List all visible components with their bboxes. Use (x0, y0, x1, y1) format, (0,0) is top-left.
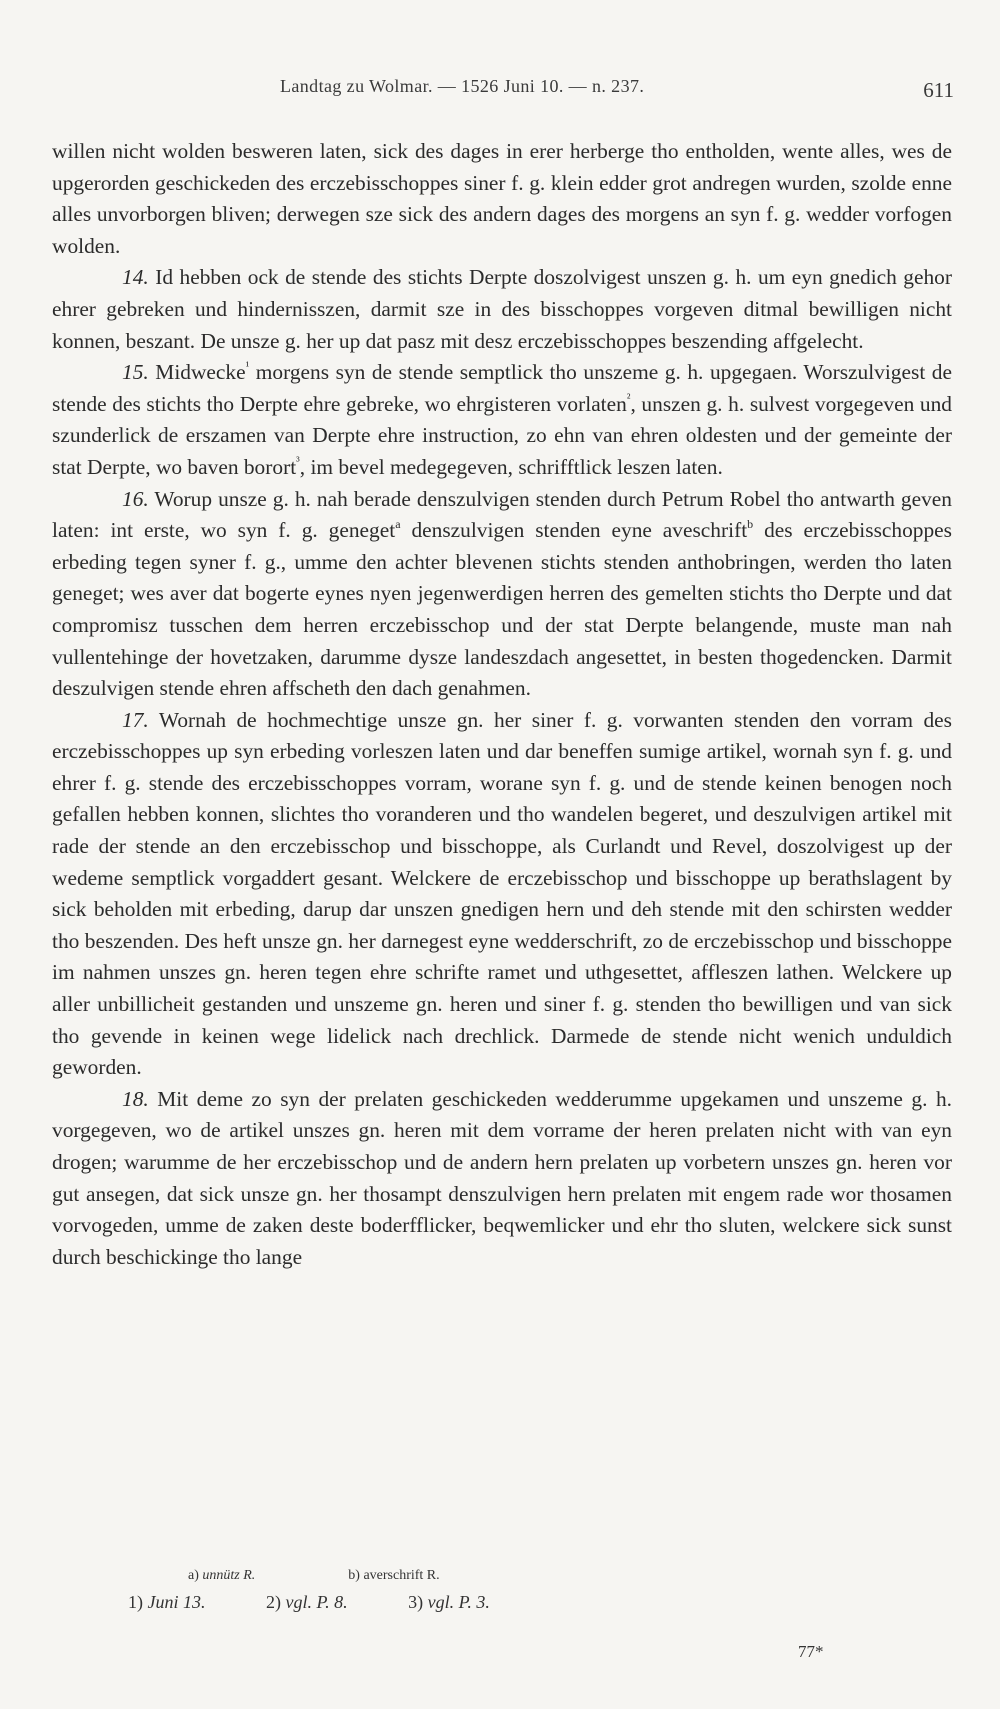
sheet-signature: 77* (798, 1642, 824, 1661)
numbered-footnotes (128, 1592, 546, 1613)
page-number: 611 (923, 78, 954, 102)
letter-footnotes (188, 1568, 440, 1584)
footnote-marker: ¹ (245, 359, 250, 374)
paragraph-text: des erczebisschoppes erbeding tegen syner f. g., umme den achter blevenen stichts stenden anthobringen, werden tho laten geneget; wes aver dat bogerte eynes nyen jegenwerdigen herren des gemelten stichts tho Derpte und dat compromisz tusschen dem herren erczebisschop und der stat Derpte belangende, muste man nah vullentehinge der hovetzaken, darumme dysze landeszdach angesettet, in besten thogedencken. Darmit deszulvigen stende ehren affscheth den dach genahmen. (52, 518, 952, 701)
footnote-1-text: Juni 13. (147, 1592, 206, 1612)
footnote-marker: b (747, 517, 754, 532)
paragraph-number: 18. (122, 1086, 149, 1111)
paragraph-text: Midwecke (148, 360, 246, 385)
footnote-a-mark: a) (188, 1568, 199, 1583)
paragraph-text: Wornah de hochmechtige unsze gn. her siner f. g. vorwanten stenden den vorram des erczebisschoppes up syn erbeding vorleszen laten und dar beneffen sumige artikel, wornah syn f. g. und ehrer f. g. stende des erczebisschoppes vorram, worane syn f. g. und de stende keinen benogen noch gefallen hebben konnen, slichtes tho voranderen und tho wandelen begeret, und deszulvigen artikel mit rade der stende an den erczebisschop und bisschoppe, als Curlandt und Revel, doszolvigest up der wedeme semptlick vorgaddert gesant. Welckere de erczebisschop und bisschoppe up berathslagent by sick beholden mit erbeding, darup dar unszen gnedigen hern und deh stende mit den schirsten wedder tho beszenden. Des heft unsze gn. her darnegest eyne wedderschrift, zo de erczebisschop und bisschoppe im nahmen unszes gn. heren tegen ehre schrifte ramet und uthgesettet, affleszen lathen. Welckere up aller unbillicheit gestanden und unszeme gn. heren und siner f. g. stenden tho bewilligen und van sick tho gevende in keinen wege lidelick nach drechlick. Darmede de stende nicht wenich unduldich geworden. (52, 707, 952, 1080)
paragraph-number: 15. (122, 360, 149, 385)
paragraph (52, 262, 952, 357)
footnote-2-text: vgl. P. 8. (285, 1592, 348, 1612)
page-header (52, 70, 952, 110)
footnote-marker: ³ (296, 453, 300, 468)
footnote-1-mark: 1) (128, 1592, 143, 1612)
paragraph-text: , unszen g. h. sulvest vorgegeven und szunderlick de erszamen van Derpte ehre instruction, zo ehn van ehren oldesten und der gemeinte der stat Derpte, wo baven borort (52, 391, 952, 479)
paragraph (52, 705, 952, 1084)
footnote-3-mark: 3) (408, 1592, 424, 1612)
paragraph-number: 16. (122, 486, 149, 511)
running-title: Landtag zu Wolmar. — 1526 Juni 10. — n. 237. (280, 76, 645, 96)
footnote-marker: ² (626, 390, 631, 405)
paragraph-text: denszulvigen stenden eyne aveschrift (400, 518, 748, 543)
paragraph-number: 14. (122, 265, 149, 290)
footnote-3 (408, 1592, 490, 1613)
footnote-2-mark: 2) (266, 1592, 281, 1612)
paragraph-text: morgens syn de stende semptlick tho unszeme g. h. upgegaen. Worszulvigest de stende des stichts tho Derpte ehre gebreke, wo ehrgisteren vorlaten (52, 360, 952, 416)
body-text (52, 136, 952, 1273)
footnote-a-text: unnütz R. (202, 1568, 256, 1583)
paragraph (52, 484, 952, 705)
paragraph (52, 357, 952, 483)
footnote-2 (266, 1592, 348, 1613)
footnote-b-text: averschrift R. (363, 1568, 440, 1583)
paragraph (52, 1084, 952, 1274)
paragraph (52, 136, 952, 262)
footnote-3-text: vgl. P. 3. (427, 1592, 490, 1612)
footnote-b-mark: b) (348, 1568, 360, 1583)
paragraph-text: Worup unsze g. h. nah berade denszulvigen stenden durch Petrum Robel tho antwarth geven laten: int erste, wo syn f. g. geneget (52, 486, 952, 543)
footnote-1 (128, 1592, 206, 1613)
paragraph-number: 17. (122, 707, 149, 732)
paragraph-text: Mit deme zo syn der prelaten geschickeden wedderumme upgekamen und unszeme g. h. vorgegeven, wo de artikel unszes gn. heren mit dem vorrame der heren prelaten nicht with van eyn drogen; warumme de her erczebisschop und de andern hern prelaten up vorbetern unszes gn. heren vor gut ansegen, dat sick unsze gn. her thosampt denszulvigen hern prelaten mit engem rade wor thosamen vorvogeden, umme de zaken deste boderfflicker, beqwemlicker und ehr tho sluten, welckere sick sunst durch beschickinge tho lange (52, 1086, 952, 1269)
paragraph-text: Id hebben ock de stende des stichts Derpte doszolvigest unszen g. h. um eyn gnedich gehor ehrer gebreken und hindernisszen, darmit sze in des bisschoppes vorgeven ditmal bewilligen nicht konnen, beszant. De unsze g. her up dat pasz mit desz erczebisschoppes beszending affgelecht. (52, 265, 952, 353)
paragraph-text: , im bevel medegegeven, schrifftlick leszen laten. (299, 454, 723, 479)
footnote-marker: a (395, 517, 401, 532)
paragraph-text: willen nicht wolden besweren laten, sick des dages in erer herberge tho entholden, wente alles, wes de upgerorden geschickeden des erczebisschoppes siner f. g. klein edder grot andregen wurden, szolde enne alles unvorborgen bliven; derwegen sze sick des andern dages des morgens an syn f. g. wedder vorfogen wolden. (52, 139, 952, 258)
